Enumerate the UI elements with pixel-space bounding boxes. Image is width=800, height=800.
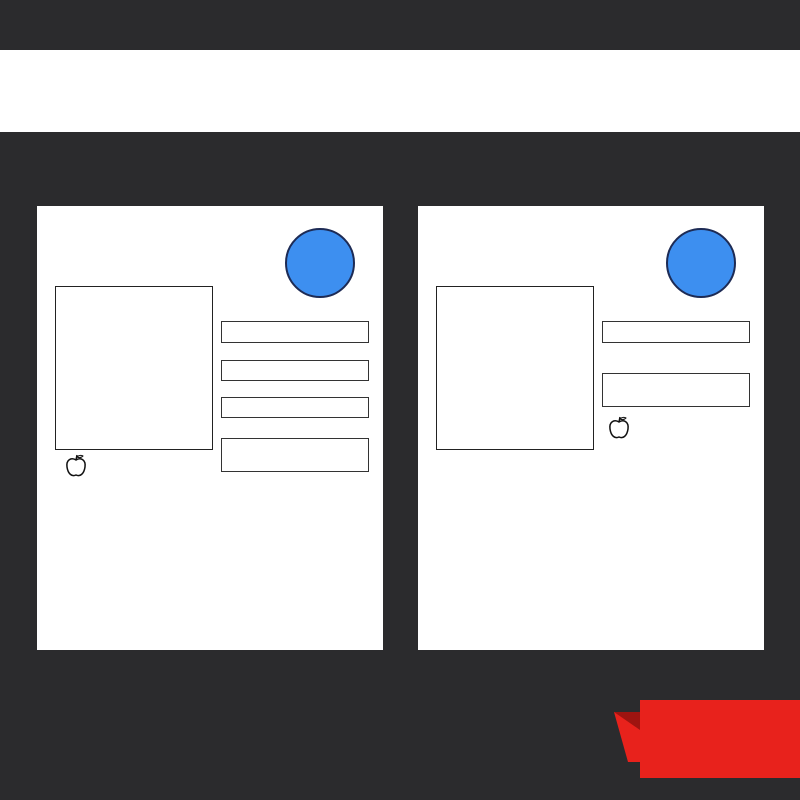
age-line: [604, 416, 634, 440]
last-day-worksheet: [418, 206, 764, 650]
signature-field[interactable]: [602, 373, 750, 407]
school-field[interactable]: [221, 321, 369, 343]
title-banner: [0, 50, 800, 132]
apple-icon: [65, 454, 87, 478]
apple-divider: [436, 460, 746, 466]
teacher-field[interactable]: [221, 397, 369, 418]
age-line: [61, 454, 91, 478]
photo-box: [436, 286, 594, 450]
photo-box: [55, 286, 213, 450]
instant-download-badge: [614, 700, 800, 778]
grade-circle: [666, 228, 736, 298]
signature-field[interactable]: [221, 438, 369, 472]
first-day-worksheet: [37, 206, 383, 650]
date-field[interactable]: [602, 321, 750, 343]
apple-icon: [608, 416, 630, 440]
date-field[interactable]: [221, 360, 369, 381]
apple-divider: [55, 484, 365, 490]
grade-circle: [285, 228, 355, 298]
